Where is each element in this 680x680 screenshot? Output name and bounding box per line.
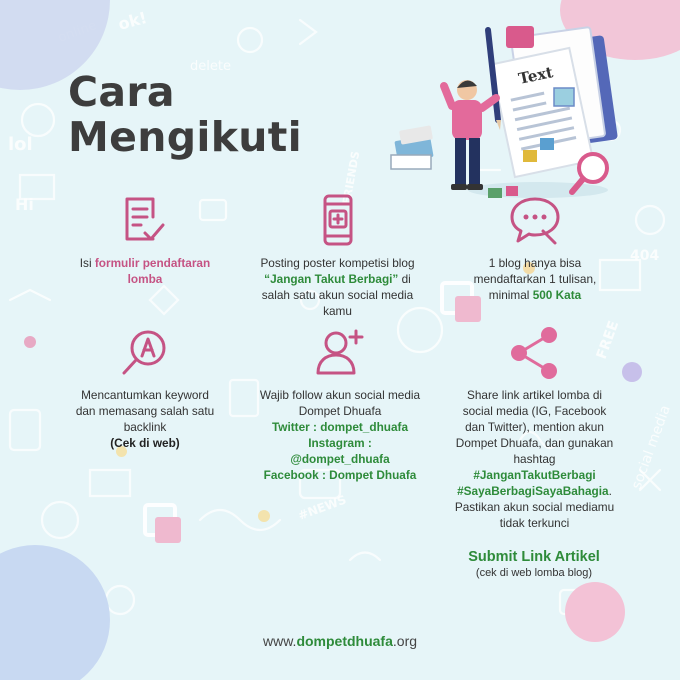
instagram-label: Instagram :: [308, 436, 372, 450]
phone-add-icon: [310, 193, 366, 249]
step-3: [455, 193, 615, 303]
svg-text:ok!: ok!: [116, 8, 149, 34]
facebook-handle: Facebook : Dompet Dhuafa: [263, 468, 417, 482]
hashtag-2: #SayaBerbagiSayaBahagia: [457, 484, 609, 498]
svg-text:delete: delete: [190, 59, 231, 74]
svg-text:#NEWS: #NEWS: [296, 492, 349, 523]
instagram-handle: @dompet_dhuafa: [290, 452, 390, 466]
svg-text:FRIENDS: FRIENDS: [340, 150, 363, 206]
svg-text:404: 404: [630, 248, 660, 264]
title-line-2: Mengikuti: [68, 113, 303, 161]
step-5-text: Wajib follow akun social media Dompet Dhuafa Twitter : dompet_dhuafa Instagram : @dompet_dhuafa Facebook : Dompet Dhuafa: [259, 388, 421, 482]
step-4: [70, 325, 220, 451]
svg-text:social media: social media: [628, 403, 674, 492]
step-1-text: Isi formulir pendaftaran lomba: [79, 256, 211, 286]
add-user-icon: [312, 325, 368, 381]
step-6-text: Share link artikel lomba di social media (IG, Facebook dan Twitter), mention akun Dompet Dhuafa, dan gunakan hashtag #JanganTakutBerbagi #SayaBerbagiSayaBahagia. Pastikan akun social mediamu tidak terkunci: [454, 388, 615, 530]
step-6: [452, 325, 617, 531]
step-3-text: 1 blog hanya bisa mendaftarkan 1 tulisan, minimal 500 Kata: [473, 256, 597, 302]
title-line-1: Cara: [68, 68, 175, 116]
form-link[interactable]: formulir pendaftaran lomba: [94, 256, 211, 286]
step-2-text: Posting poster kompetisi blog “Jangan Takut Berbagi” di salah satu akun social media kamu: [260, 256, 415, 318]
submit-section: [430, 548, 638, 581]
search-keyword-icon: [117, 325, 173, 381]
share-icon: [507, 325, 563, 381]
twitter-handle: Twitter : dompet_dhuafa: [271, 420, 409, 434]
svg-text:lol: lol: [8, 134, 33, 155]
hero-illustration: [388, 10, 618, 205]
page-title: [68, 70, 302, 160]
step-1: [70, 193, 220, 287]
check-web-note: (Cek di web): [110, 436, 180, 450]
chat-edit-icon: [507, 193, 563, 249]
form-check-icon: [117, 193, 173, 249]
footer-website-link[interactable]: www.dompetdhuafa.org: [262, 633, 418, 649]
submit-note: (cek di web lomba blog): [475, 567, 593, 579]
hashtag-1: #JanganTakutBerbagi: [473, 468, 596, 482]
submit-link-label[interactable]: Submit Link Artikel: [468, 549, 600, 565]
svg-text:Hi: Hi: [15, 195, 34, 214]
hero-paper-text: Text: [516, 63, 555, 88]
step-4-text: Mencantumkan keyword dan memasang salah satu backlink (Cek di web): [75, 388, 215, 450]
step-2: [250, 193, 425, 319]
step-5: [250, 325, 430, 483]
svg-text:FREE: FREE: [593, 318, 623, 362]
